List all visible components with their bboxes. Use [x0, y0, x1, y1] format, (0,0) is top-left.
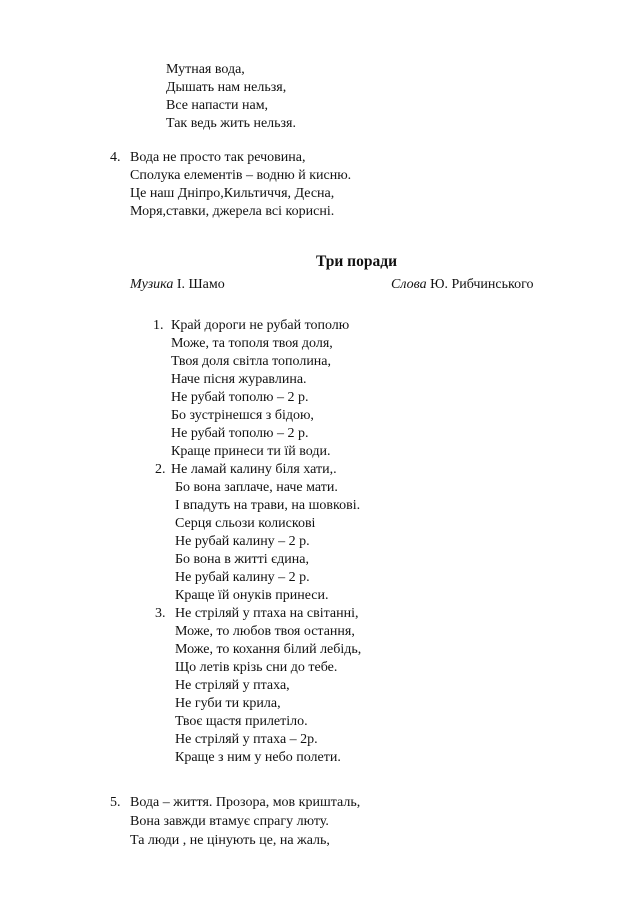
stanza-5-line: Та люди , не цінують це, на жаль, — [130, 833, 330, 848]
verse-3-line: Може, то кохання білий лебідь, — [175, 642, 362, 657]
stanza-4-number: 4. — [110, 150, 121, 165]
verse-3-number: 3. — [155, 606, 166, 621]
verse-3-line: Може, то любов твоя остання, — [175, 624, 355, 639]
music-credit — [130, 277, 225, 293]
words-credit — [391, 277, 533, 293]
verse-3-line: Що летів крізь сни до тебе. — [175, 660, 338, 675]
verse-1-line: Край дороги не рубай тополю — [171, 318, 350, 333]
verse-3-line: Не стріляй у птаха – 2р. — [175, 732, 318, 747]
verse-2-line: І впадуть на трави, на шовкові. — [175, 498, 361, 513]
verse-2-line: Не ламай калину біля хати,. — [171, 462, 337, 477]
verse-1-number: 1. — [153, 318, 164, 333]
verse-1-line: Не рубай тополю – 2 р. — [171, 426, 309, 441]
song-title: Три поради — [316, 253, 397, 270]
music-author: І. Шамо — [176, 277, 225, 292]
verse-2-line: Бо вона заплаче, наче мати. — [175, 480, 338, 495]
stanza-3-line: Мутная вода, — [166, 62, 245, 77]
verse-3-line: Не губи ти крила, — [175, 696, 281, 711]
stanza-3-line: Все напасти нам, — [166, 98, 269, 113]
verse-2-line: Бо вона в житті єдина, — [175, 552, 309, 567]
verse-1-line: Може, та тополя твоя доля, — [171, 336, 333, 351]
verse-2-line: Серця сльози колискові — [175, 516, 316, 531]
verse-3-line: Не стріляй у птаха на світанні, — [175, 606, 359, 621]
verse-1-line: Не рубай тополю – 2 р. — [171, 390, 309, 405]
verse-1-line: Наче пісня журавлина. — [171, 372, 307, 387]
stanza-4-line: Моря,ставки, джерела всі корисні. — [130, 204, 335, 219]
verse-3-line: Не стріляй у птаха, — [175, 678, 290, 693]
stanza-5-line: Вона завжди втамує спрагу люту. — [130, 814, 329, 829]
verse-2-line: Краще їй онуків принеси. — [175, 588, 329, 603]
words-author: Ю. Рибчинського — [430, 277, 534, 292]
stanza-4-line: Сполука елементів – водню й кисню. — [130, 168, 352, 183]
verse-1-line: Краще принеси ти їй води. — [171, 444, 331, 459]
stanza-3-line: Так ведь жить нельзя. — [166, 116, 296, 131]
verse-1-line: Твоя доля світла тополина, — [171, 354, 332, 369]
verse-1-line: Бо зустрінешся з бідою, — [171, 408, 314, 423]
stanza-5-line: Вода – життя. Прозора, мов кришталь, — [130, 795, 361, 810]
words-label: Слова — [391, 277, 427, 292]
verse-2-line: Не рубай калину – 2 р. — [175, 534, 310, 549]
verse-3-line: Твоє щастя прилетіло. — [175, 714, 308, 729]
verse-2-number: 2. — [155, 462, 166, 477]
music-label: Музика — [130, 277, 174, 292]
stanza-3-line: Дышать нам нельзя, — [166, 80, 287, 95]
verse-2-line: Не рубай калину – 2 р. — [175, 570, 310, 585]
verse-3-line: Краще з ним у небо полети. — [175, 750, 341, 765]
stanza-4-line: Вода не просто так речовина, — [130, 150, 306, 165]
stanza-5-number: 5. — [110, 795, 121, 810]
stanza-4-line: Це наш Дніпро,Кильтиччя, Десна, — [130, 186, 335, 201]
